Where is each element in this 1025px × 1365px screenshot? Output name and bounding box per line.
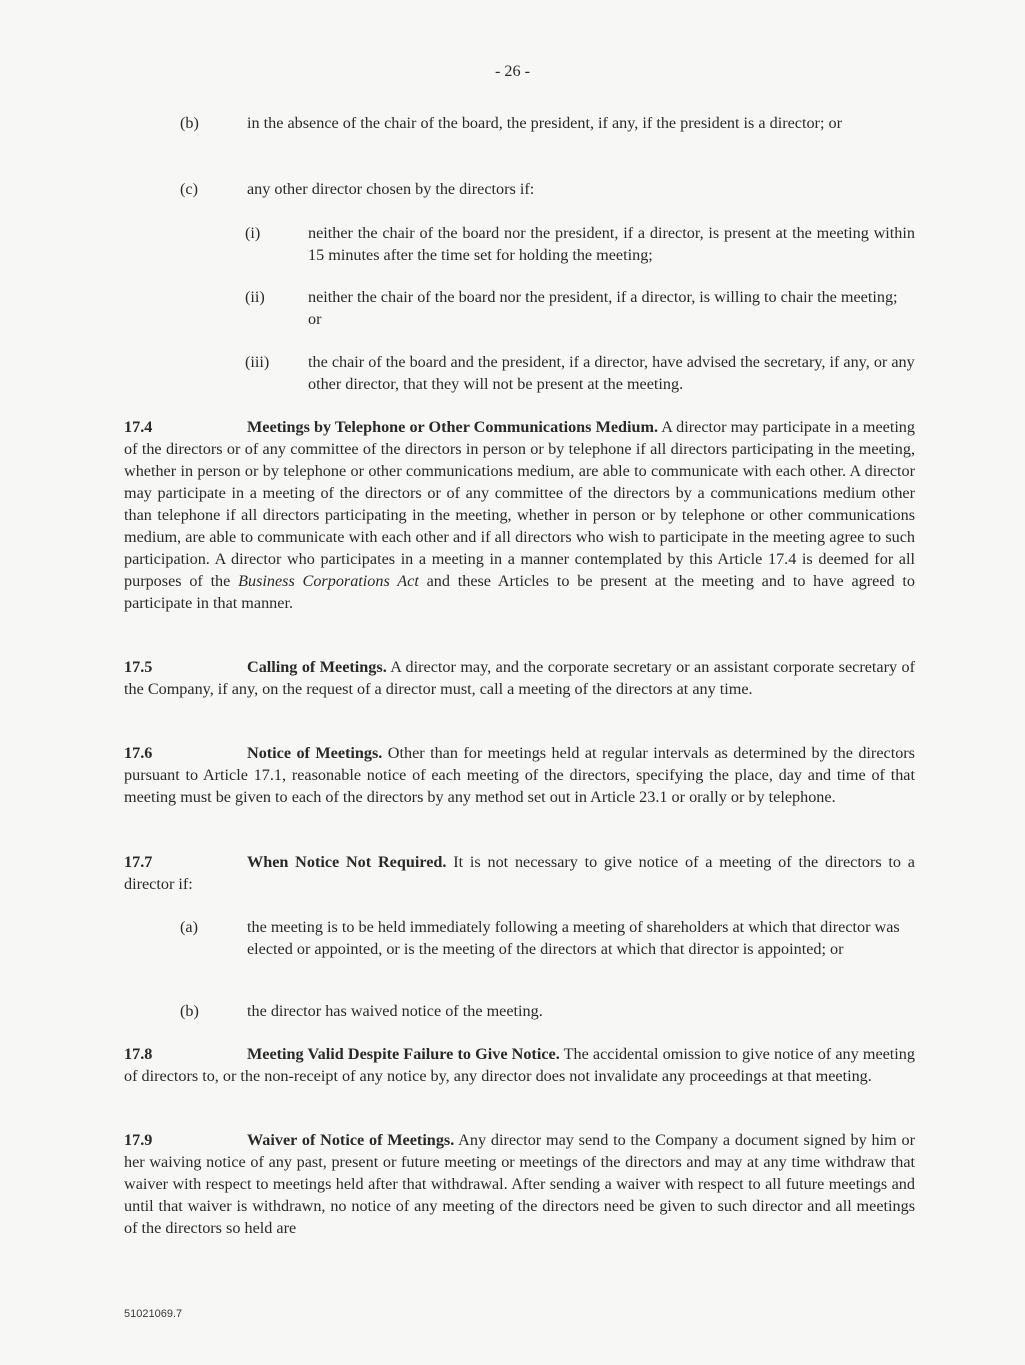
section-17-8: [124, 1043, 915, 1087]
section-text: Other than for meetings held at regular intervals as determined by the directors pursuant to Article 17.1, reasonable notice of each meeting of the directors, specifying the place, day and time of that meeting must be given to each of the directors by any method set out in Article 23.1 or orally or by telephone.: [124, 744, 915, 806]
section-number: 17.4: [124, 418, 153, 436]
section-heading: Meeting Valid Despite Failure to Give Notice.: [247, 1045, 560, 1063]
section-heading: Waiver of Notice of Meetings.: [247, 1131, 455, 1149]
section-17-7: [124, 851, 915, 895]
list-marker: (ii): [245, 288, 265, 306]
section-text: The accidental omission to give notice of any meeting of directors to, or the non-receipt of any notice by, any director does not invalidate any proceedings at that meeting.: [124, 1045, 915, 1085]
section-heading: When Notice Not Required.: [247, 853, 447, 871]
document-id: 51021069.7: [124, 1308, 183, 1320]
list-marker: (c): [180, 180, 198, 198]
section-heading: Meetings by Telephone or Other Communications Medium.: [247, 418, 659, 436]
list-marker: (a): [180, 918, 198, 936]
section-text: and these Articles to be present at the meeting and to have agreed to participate in that manner.: [124, 572, 915, 612]
section-text: A director may, and the corporate secretary or an assistant corporate secretary of the Company, if any, on the request of a director must, call a meeting of the directors at any time.: [124, 658, 915, 698]
section-17-9: [124, 1129, 915, 1239]
section-number: 17.7: [124, 853, 153, 871]
section-heading: Notice of Meetings.: [247, 744, 383, 762]
list-marker: (iii): [245, 353, 270, 371]
section-number: 17.9: [124, 1131, 153, 1149]
section-17-6: [124, 742, 915, 808]
list-marker: (b): [180, 1002, 199, 1020]
list-text: in the absence of the chair of the board, the president, if any, if the president is a director; or: [247, 114, 842, 132]
section-heading: Calling of Meetings.: [247, 658, 387, 676]
section-number: 17.5: [124, 658, 153, 676]
list-marker: (i): [245, 224, 261, 242]
list-text: the meeting is to be held immediately following a meeting of shareholders at which that director was elected or appointed, or is the meeting of the directors at which that director is appointed; or: [247, 918, 900, 958]
list-text: neither the chair of the board nor the president, if a director, is willing to chair the meeting; or: [308, 288, 898, 328]
section-text: It is not necessary to give notice of a meeting of the directors to a director if:: [124, 853, 915, 893]
list-text: the chair of the board and the president, if a director, have advised the secretary, if any, or any other director, that they will not be present at the meeting.: [308, 353, 915, 393]
list-text: neither the chair of the board nor the president, if a director, is present at the meeting within 15 minutes after the time set for holding the meeting;: [308, 224, 915, 264]
act-name: Business Corporations Act: [238, 572, 419, 590]
section-text: Any director may send to the Company a document signed by him or her waiving notice of any past, present or future meeting or meetings of the directors and may at any time withdraw that waiver with respect to meetings held after that withdrawal. After sending a waiver with respect to all future meetings and until that waiver is withdrawn, no notice of any meeting of the directors need be given to such director and all meetings of the directors so held are: [124, 1131, 916, 1237]
list-text: any other director chosen by the directors if:: [247, 180, 535, 198]
list-marker: (b): [180, 114, 199, 132]
section-text: A director may participate in a meeting of the directors or of any committee of the directors in person or by telephone if all directors participating in the meeting, whether in person or by telephone or other communications medium, are able to communicate with each other. A director may participate in a meeting of the directors or of any committee of the directors by a communications medium other than telephone if all directors participating in the meeting, whether in person or by telephone or other communications medium, are able to communicate with each other and if all directors who wish to participate in the meeting agree to such participation. A director who participates in a meeting in a manner contemplated by this Article 17.4 is deemed for all purposes of the: [124, 418, 915, 590]
section-17-5: [124, 656, 915, 700]
section-number: 17.8: [124, 1045, 153, 1063]
section-17-4: [124, 416, 915, 614]
list-text: the director has waived notice of the meeting.: [247, 1002, 543, 1020]
page-number: - 26 -: [494, 62, 531, 80]
section-number: 17.6: [124, 744, 153, 762]
